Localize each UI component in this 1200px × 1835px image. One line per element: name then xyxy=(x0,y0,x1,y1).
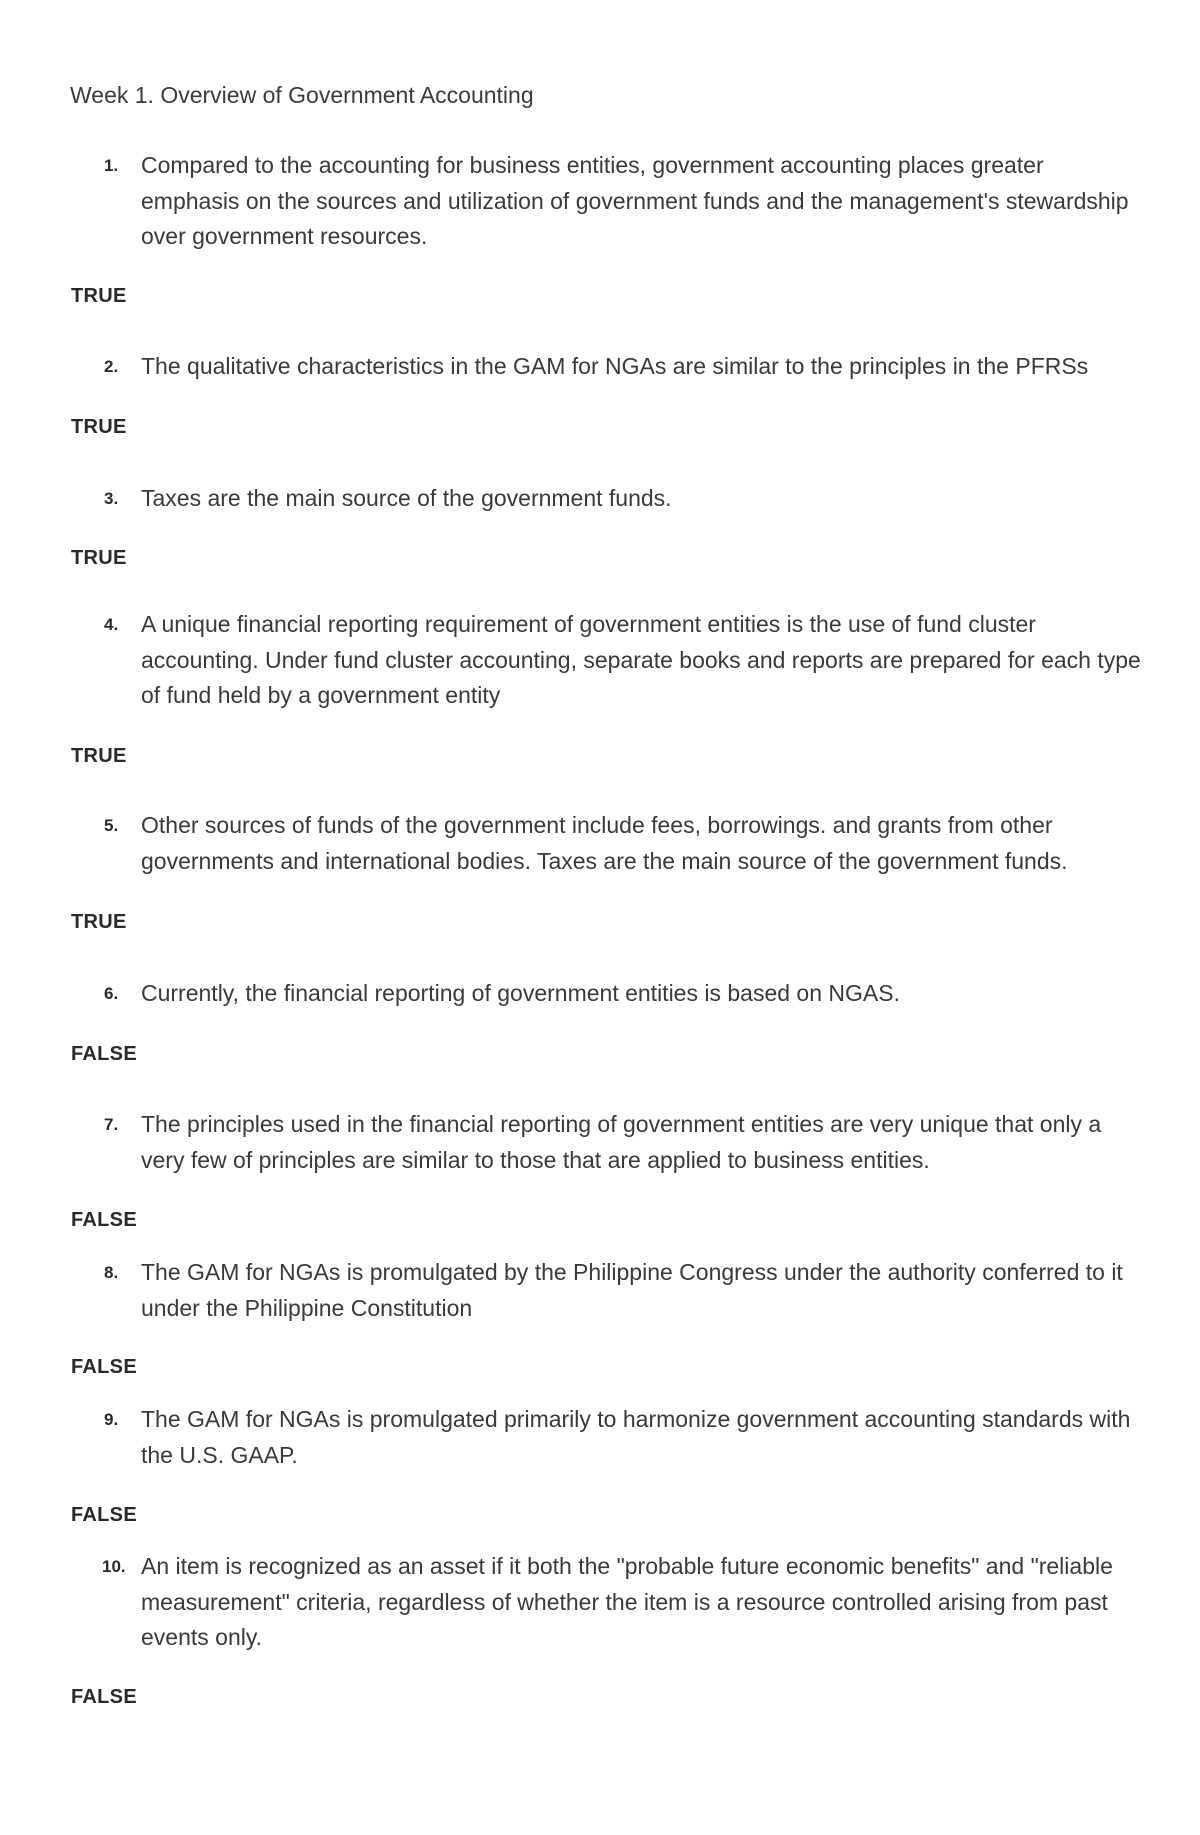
question-number: 3. xyxy=(104,489,119,508)
question-number: 2. xyxy=(104,357,119,376)
question-number: 10. xyxy=(102,1557,126,1576)
question-text: The qualitative characteristics in the GAM for NGAs are similar to the principles in the PFRSs xyxy=(141,353,1089,379)
question-text: Other sources of funds of the government include fees, borrowings. and grants from other governments and international bodies. Taxes are the main source of the government funds. xyxy=(141,812,1068,874)
question-number: 7. xyxy=(104,1115,119,1134)
question-text: A unique financial reporting requirement of government entities is the use of fund cluster accounting. Under fund cluster accounting, separate books and reports are prepared for each type of fund held by a government entity xyxy=(141,611,1141,708)
answer-label: FALSE xyxy=(71,1686,137,1708)
answer-label: TRUE xyxy=(71,745,127,767)
question-number: 8. xyxy=(104,1263,119,1282)
question-text: The GAM for NGAs is promulgated by the Philippine Congress under the authority conferred to it under the Philippine Constitution xyxy=(141,1259,1123,1321)
document-title: Week 1. Overview of Government Accounting xyxy=(70,82,534,108)
question-number: 4. xyxy=(104,615,119,634)
answer-label: FALSE xyxy=(71,1356,137,1378)
question-number: 6. xyxy=(104,984,119,1003)
question-text: The GAM for NGAs is promulgated primarily to harmonize government accounting standards with the U.S. GAAP. xyxy=(141,1406,1131,1468)
question-text: Currently, the financial reporting of government entities is based on NGAS. xyxy=(141,980,900,1006)
answer-label: FALSE xyxy=(71,1504,137,1526)
answer-label: FALSE xyxy=(71,1209,137,1231)
answer-label: TRUE xyxy=(71,416,127,438)
answer-label: FALSE xyxy=(71,1043,137,1065)
question-number: 9. xyxy=(104,1410,119,1429)
question-text: An item is recognized as an asset if it both the "probable future economic benefits" and "reliable measurement" criteria, regardless of whether the item is a resource controlled arising from past events only. xyxy=(141,1553,1113,1650)
question-number: 1. xyxy=(104,156,119,175)
answer-label: TRUE xyxy=(71,285,127,307)
answer-label: TRUE xyxy=(71,911,127,933)
question-text: The principles used in the financial reporting of government entities are very unique that only a very few of principles are similar to those that are applied to business entities. xyxy=(141,1111,1102,1173)
question-text: Taxes are the main source of the government funds. xyxy=(141,485,672,511)
question-text: Compared to the accounting for business entities, government accounting places greater emphasis on the sources and utilization of government funds and the management's stewardship over government resources. xyxy=(141,152,1129,249)
question-number: 5. xyxy=(104,816,119,835)
answer-label: TRUE xyxy=(71,547,127,569)
